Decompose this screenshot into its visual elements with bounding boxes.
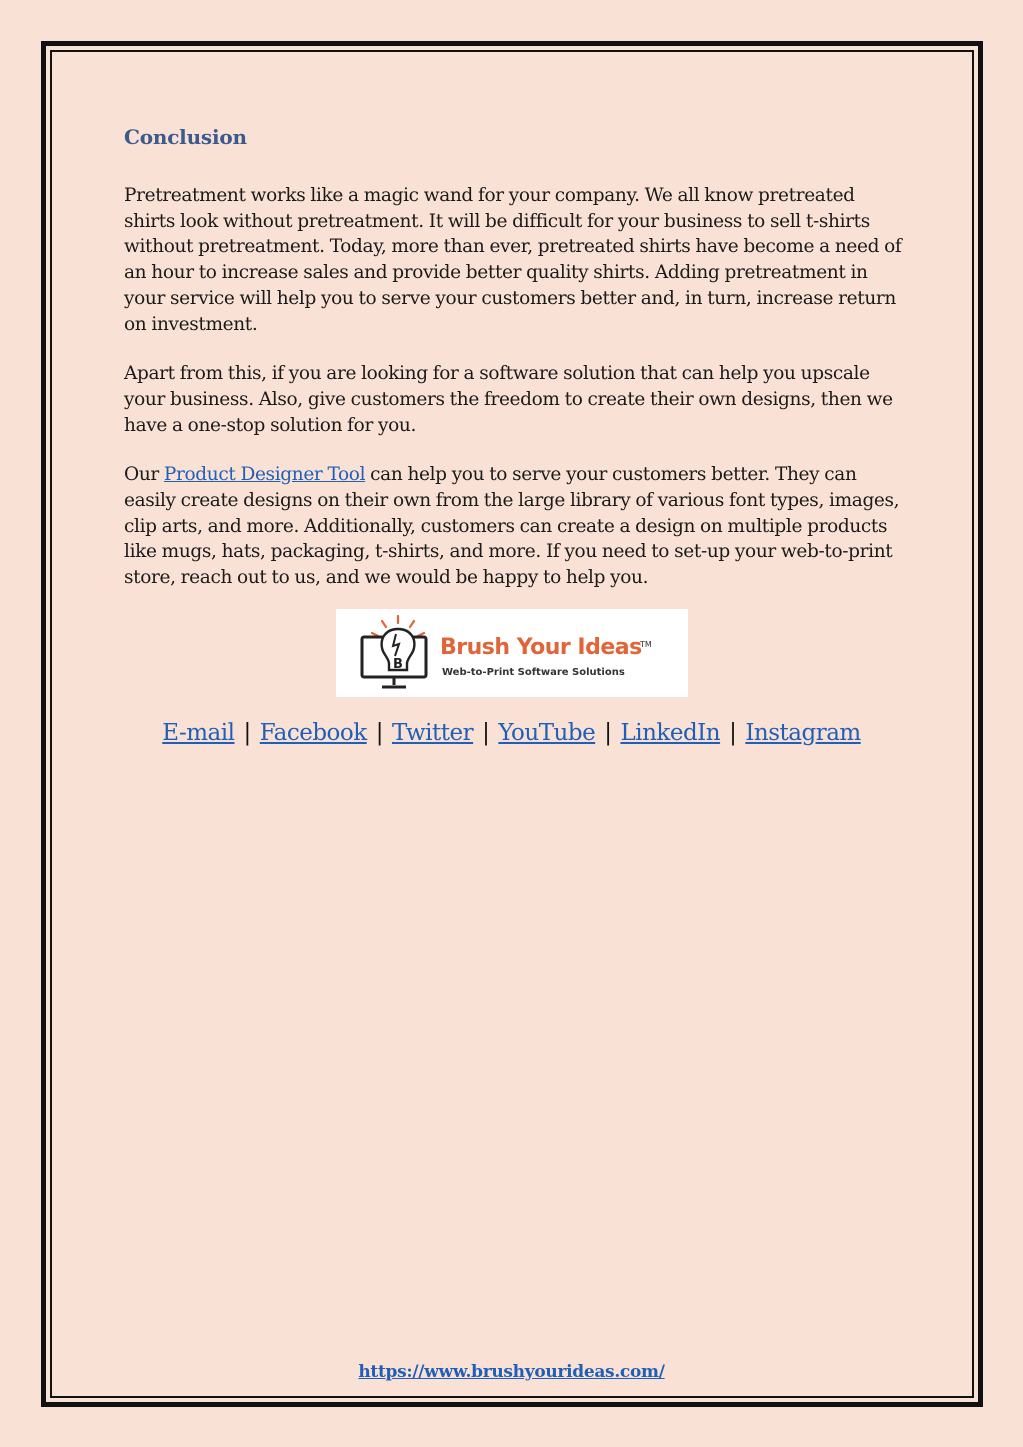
logo-trademark: TM (640, 640, 652, 649)
footer (0, 1362, 1023, 1382)
separator: | (375, 720, 383, 746)
paragraph-text-end: can help you to serve your customers better. They can easily create designs on their own from the large library of various font types, images, clip arts, and more. Additionally, customers can create a design on multiple products like mugs, hats, packaging, t-shirts, and more. If you need to set-up your web-to-print store, reach out to us, and we would be happy to help you. (124, 464, 900, 589)
article-body (124, 120, 904, 615)
paragraph-pretreatment: Pretreatment works like a magic wand for your company. We all know pretreated shirts look without pretreatment. It will be difficult for your business to sell t-shirts without pretreatment. Today, more than ever, pretreated shirts have become a need of an hour to increase sales and provide better quality shirts. Adding pretreatment in your service will help you to serve your customers better and, in turn, increase return on investment. (124, 185, 902, 335)
section-heading: Conclusion (124, 125, 247, 149)
instagram-link[interactable]: Instagram (745, 720, 861, 746)
website-url-link[interactable]: https://www.brushyourideas.com/ (358, 1362, 665, 1382)
logo-subtitle: Web-to-Print Software Solutions (442, 667, 625, 678)
paragraph-product-designer (124, 462, 904, 591)
separator: | (729, 720, 737, 746)
separator: | (243, 720, 251, 746)
twitter-link[interactable]: Twitter (391, 720, 474, 746)
paragraph-software-solution: Apart from this, if you are looking for a software solution that can help you upscale your business. Also, give customers the freedom to create their own designs, then we have a one-stop solution for you. (124, 363, 893, 436)
lightbulb-monitor-icon (358, 613, 434, 693)
paragraph-text-start: Our (124, 464, 164, 486)
facebook-link[interactable]: Facebook (259, 720, 367, 746)
linkedin-link[interactable]: LinkedIn (620, 720, 721, 746)
product-designer-tool-link[interactable]: Product Designer Tool (163, 464, 366, 486)
youtube-link[interactable]: YouTube (498, 720, 596, 746)
svg-text:B: B (393, 657, 403, 672)
separator: | (604, 720, 612, 746)
email-link[interactable]: E-mail (162, 720, 235, 746)
brand-logo (336, 609, 688, 697)
social-links-bar (0, 720, 1023, 746)
separator: | (482, 720, 490, 746)
logo-title: Brush Your Ideas (440, 635, 642, 660)
